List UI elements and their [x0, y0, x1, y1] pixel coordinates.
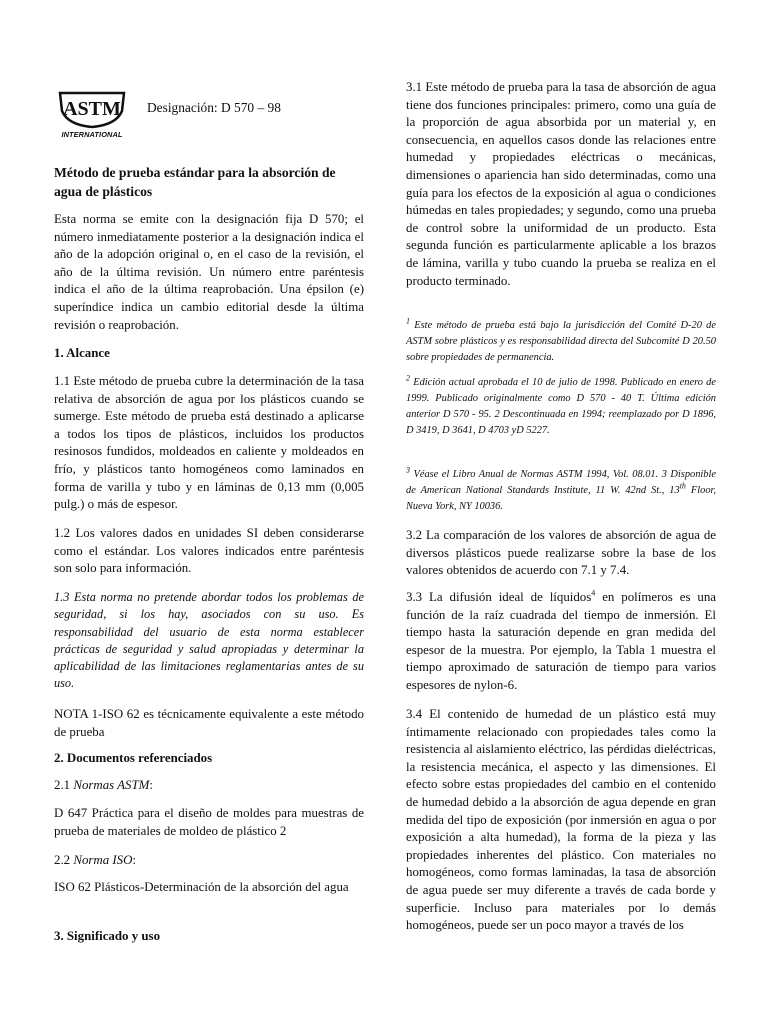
footnote-1 — [406, 318, 716, 366]
footnote-2 — [406, 375, 716, 439]
paragraph-2-1-colon: : — [149, 778, 153, 792]
paragraph-3-3 — [406, 589, 716, 695]
footnote-3-mark: 3 — [406, 465, 410, 475]
section-heading-significado: 3. Significado y uso — [54, 929, 161, 943]
paragraph-1-1: 1.1 Este método de prueba cubre la determinación de la tasa relativa de absorción de agua por los plásticos cuando se sumerge. Este método de prueba está destinado a aplicarse a todos los tipos de plásticos, incluidos los productos resinosos fundidos, moldeados en caliente y moldeados en frío, y plásticos tanto homogéneos como laminados en forma de varilla y tubo y en láminas de 0,13 mm (0,005 pulg.) o más de espesor. — [54, 374, 364, 512]
footnote-3-ordinal: th — [679, 481, 686, 491]
paragraph-2-2 — [54, 852, 364, 870]
footnote-1-mark: 1 — [406, 316, 410, 326]
reference-iso62: ISO 62 Plásticos-Determinación de la absorción del agua — [54, 880, 349, 894]
section-heading-alcance: 1. Alcance — [54, 346, 110, 360]
intro-paragraph: Esta norma se emite con la designación fija D 570; el número inmediatamente posterior a la designación indica el año de la adopción original o, en el caso de la revisión, el año de la última revisión. Un número entre paréntesis indica el año de la última reaprobación. Una épsilon (e) superíndice indica un cambio editorial desde la última revisión o reaprobación. — [54, 212, 364, 332]
paragraph-3-1: 3.1 Este método de prueba para la tasa de absorción de agua tiene dos funciones principales: primero, como una guía de la proporción de agua absorbida por un material y, en consecuencia, en aquellos casos donde las relaciones entre humedad y propiedades eléctricas o mecánicas, dimensiones o apariencia han sido determinadas, como una guía para los efectos de la exposición al agua o condiciones húmedas en tales propiedades; y segundo, como una prueba de control sobre la uniformidad de un producto. Esta segunda función es particularmente aplicable a los brazos de lámina, varilla y tubo cuando la prueba se realiza en el producto terminado. — [406, 80, 716, 288]
astm-logo — [54, 89, 130, 143]
section-heading-documentos: 2. Documentos referenciados — [54, 751, 213, 765]
footnote-3-text-a: Véase el Libro Anual de Normas ASTM 1994, Vol. 08.01. 3 Disponible de American National Standards Institute, 11 W. 42nd St., 13 — [406, 469, 716, 497]
paragraph-3-3-text-b: en polímeros es una función de la raíz cuadrada del tiempo de inmersión. El tiempo hasta la saturación depende en gran medida del espesor de la muestra. Por ejemplo, la Tabla 1 muestra el tiempo aproximado de saturación de tiempo para varios espesores de nylon-6. — [406, 590, 716, 692]
paragraph-2-1-number: 2.1 — [54, 778, 74, 792]
normas-astm-label: Normas ASTM — [73, 778, 150, 792]
norma-iso-label: Norma ISO — [73, 853, 133, 867]
paragraph-2-1 — [54, 777, 364, 795]
footnote-3-text-b: Floor, Nueva York, NY 10036. — [406, 485, 716, 513]
logo-text: INTERNATIONAL — [61, 130, 123, 139]
paragraph-1-2: 1.2 Los valores dados en unidades SI deben considerarse como el estándar. Los valores indicados entre paréntesis son solo para información. — [54, 526, 364, 576]
paragraph-3-3-text-a: 3.3 La difusión ideal de líquidos — [406, 590, 592, 604]
footnote-2-mark: 2 — [406, 373, 410, 383]
paragraph-3-2: 3.2 La comparación de los valores de absorción de agua de diversos plásticos puede realizarse sobre la base de los valores obtenidos de acuerdo con 7.1 y 7.4. — [406, 528, 716, 578]
footnote-3 — [406, 467, 716, 515]
designation: Designación: D 570 – 98 — [147, 100, 281, 115]
paragraph-1-3: 1.3 Esta norma no pretende abordar todos los problemas de seguridad, si los hay, asociados con su uso. Es responsabilidad del usuario de esta norma establecer prácticas de seguridad y salud apropiadas y determinar la aplicabilidad de las limitaciones reglamentarias antes de su uso. — [54, 590, 364, 691]
footnote-1-text: Este método de prueba está bajo la jurisdicción del Comité D-20 de ASTM sobre plásticos y es responsabilidad directa del Subcomité D 20.50 sobre propiedades de permanencia. — [406, 320, 716, 364]
document-title: Método de prueba estándar para la absorción de agua de plásticos — [54, 165, 336, 199]
paragraph-3-4: 3.4 El contenido de humedad de un plástico está muy íntimamente relacionado con propiedades tales como la resistencia al aislamiento eléctrico, las pérdidas dieléctricas, la resistencia mecánica, el aspecto y las dimensiones. El efecto sobre estas propiedades del cambio en el contenido de humedad debido a la absorción de agua depende en gran medida del tipo de exposición (por inmersión en agua o por exposición a alta humedad), la forma de la pieza y las propiedades inherentes del plástico. Con materiales no homogéneos, como formas laminadas, la tasa de absorción de agua puede ser muy diferente a través de cada borde y superficie. Incluso para materiales por lo demás homogéneos, puede ser un poco mayor a través de los — [406, 707, 716, 933]
reference-d647: D 647 Práctica para el diseño de moldes para muestras de prueba de materiales de moldeo de plástico 2 — [54, 806, 364, 838]
svg-text:ASTM: ASTM — [63, 98, 121, 120]
paragraph-2-2-colon: : — [132, 853, 137, 867]
nota-1: NOTA 1-ISO 62 es técnicamente equivalente a este método de prueba — [54, 707, 364, 739]
paragraph-3-3-footnote-mark: 4 — [591, 588, 596, 598]
paragraph-2-2-number: 2.2 — [54, 853, 74, 867]
footnote-2-text: Edición actual aprobada el 10 de julio de 1998. Publicado en enero de 1999. Publicado originalmente como D 570 - 40 T. Última edición anterior D 570 - 95. 2 Descontinuada en 1994; reemplazado por D 1896, D 3419, D 3641, D 4703 yD 5227. — [406, 377, 716, 437]
